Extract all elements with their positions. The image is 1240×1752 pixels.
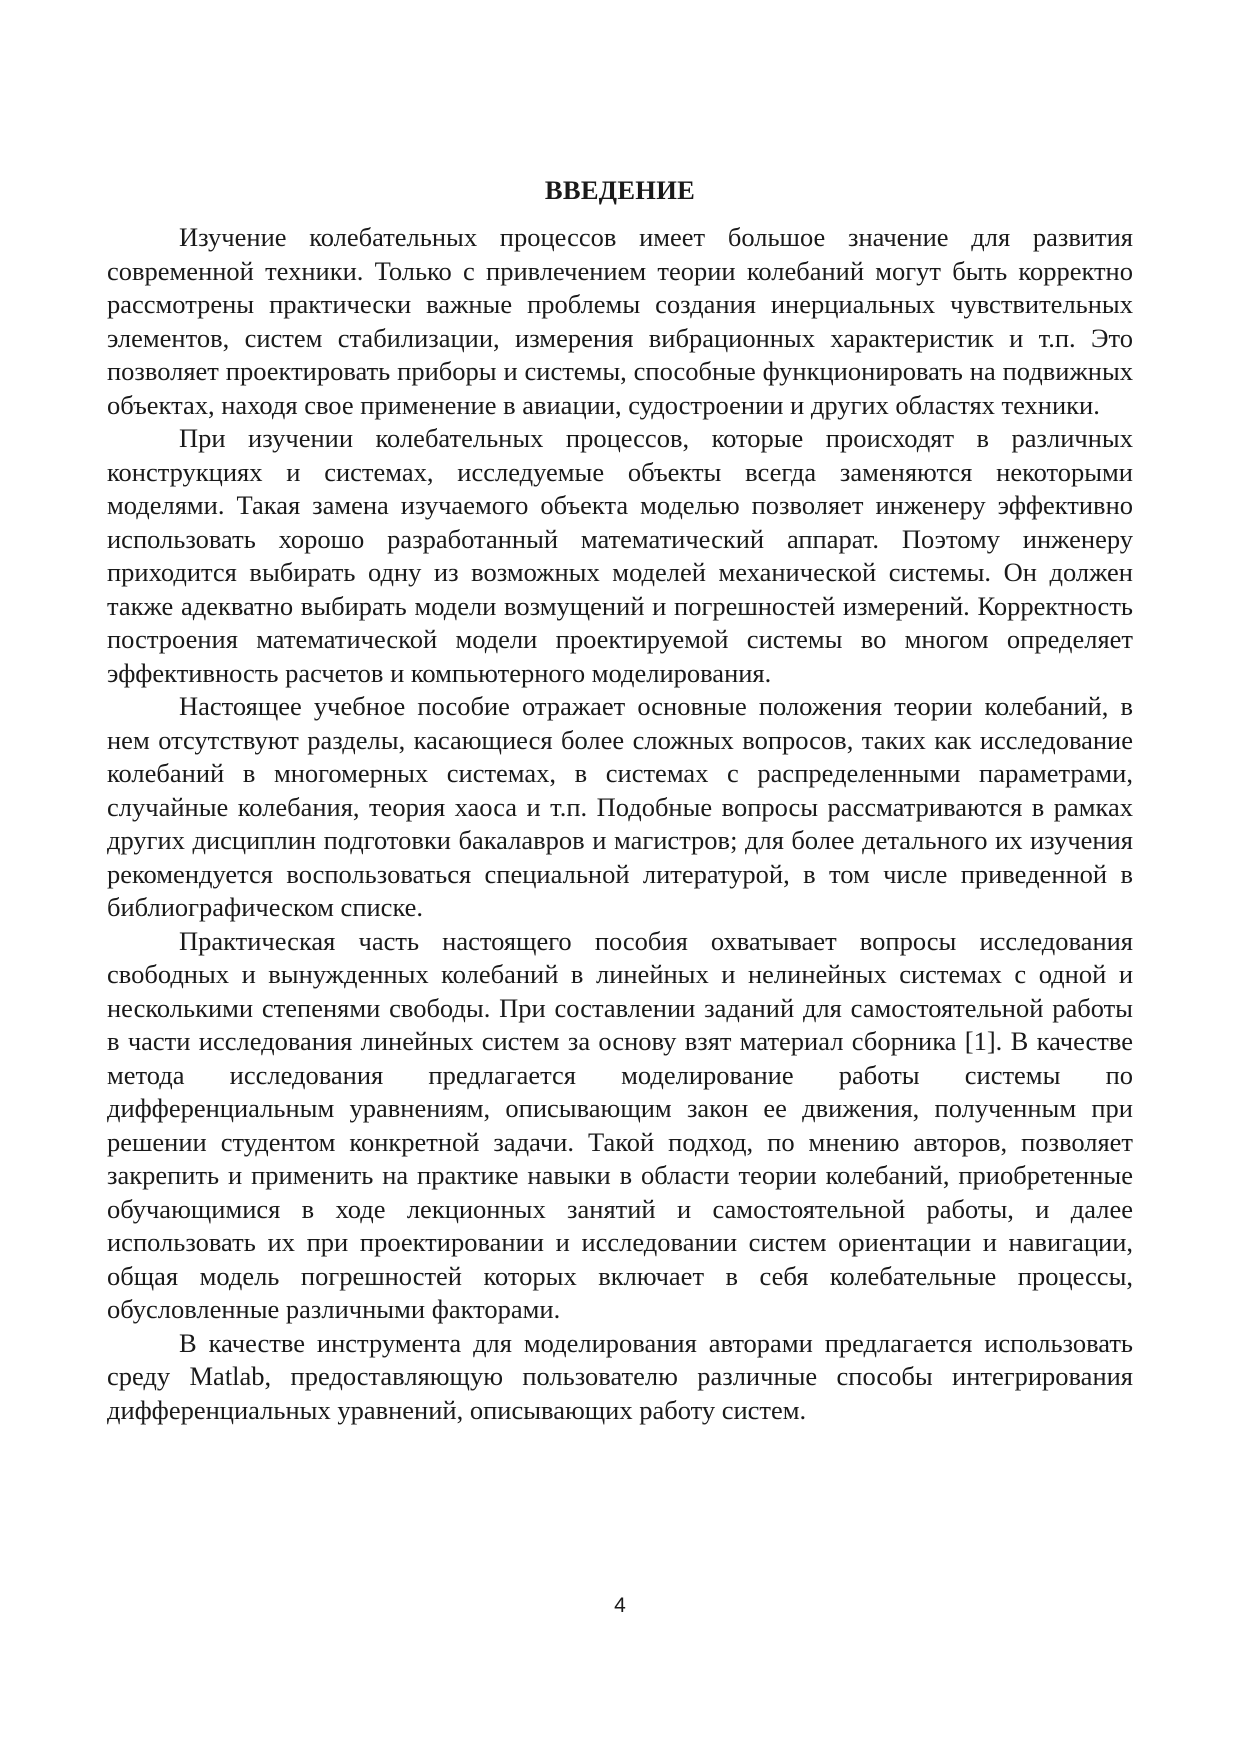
paragraph: В качестве инструмента для моделирования авторами предлагается использовать среду Matlab, предоставляющую пользователю различные способы интегрирования дифференциальных уравнений, описывающих работу систем.	[107, 1327, 1133, 1425]
paragraph: При изучении колебательных процессов, которые происходят в различных конструкциях и системах, исследуемые объекты всегда заменяются некоторыми моделями. Такая замена изучаемого объекта моделью позволяет инженеру эффективно использовать хорошо разработанный математический аппарат. Поэтому инженеру приходится выбирать одну из возможных моделей механической системы. Он должен также адекватно выбирать модели возмущений и погрешностей измерений. Корректность построения математической модели проектируемой системы во многом определяет эффективность расчетов и компьютерного моделирования.	[107, 423, 1133, 688]
paragraph: Изучение колебательных процессов имеет большое значение для развития современной техники. Только с привлечением теории колебаний могут быть корректно рассмотрены практически важные проблемы создания инерциальных чувствительных элементов, систем стабилизации, измерения вибрационных характеристик и т.п. Это позволяет проектировать приборы и системы, способные функционировать на подвижных объектах, находя свое применение в авиации, судостроении и других областях техники.	[107, 222, 1133, 420]
body-text	[107, 221, 1133, 1427]
page-number: 4	[614, 1594, 626, 1617]
paragraph: Практическая часть настоящего пособия охватывает вопросы исследования свободных и вынужденных колебаний в линейных и нелинейных системах с одной и несколькими степенями свободы. При составлении заданий для самостоятельной работы в части исследования линейных систем за основу взят материал сборника [1]. В качестве метода исследования предлагается моделирование работы системы по дифференциальным уравнениям, описывающим закон ее движения, полученным при решении студентом конкретной задачи. Такой подход, по мнению авторов, позволяет закрепить и применить на практике навыки в области теории колебаний, приобретенные обучающимися в ходе лекционных занятий и самостоятельной работы, и далее использовать их при проектировании и исследовании систем ориентации и навигации, общая модель погрешностей которых включает в себя колебательные процессы, обусловленные различными факторами.	[107, 925, 1133, 1324]
paragraph: Настоящее учебное пособие отражает основные положения теории колебаний, в нем отсутствуют разделы, касающиеся более сложных вопросов, таких как исследование колебаний в многомерных системах, в системах с распределенными параметрами, случайные колебания, теория хаоса и т.п. Подобные вопросы рассматриваются в рамках других дисциплин подготовки бакалавров и магистров; для более детального их изучения рекомендуется воспользоваться специальной литературой, в том числе приведенной в библиографическом списке.	[107, 691, 1133, 922]
page-title: ВВЕДЕНИЕ	[544, 175, 696, 205]
